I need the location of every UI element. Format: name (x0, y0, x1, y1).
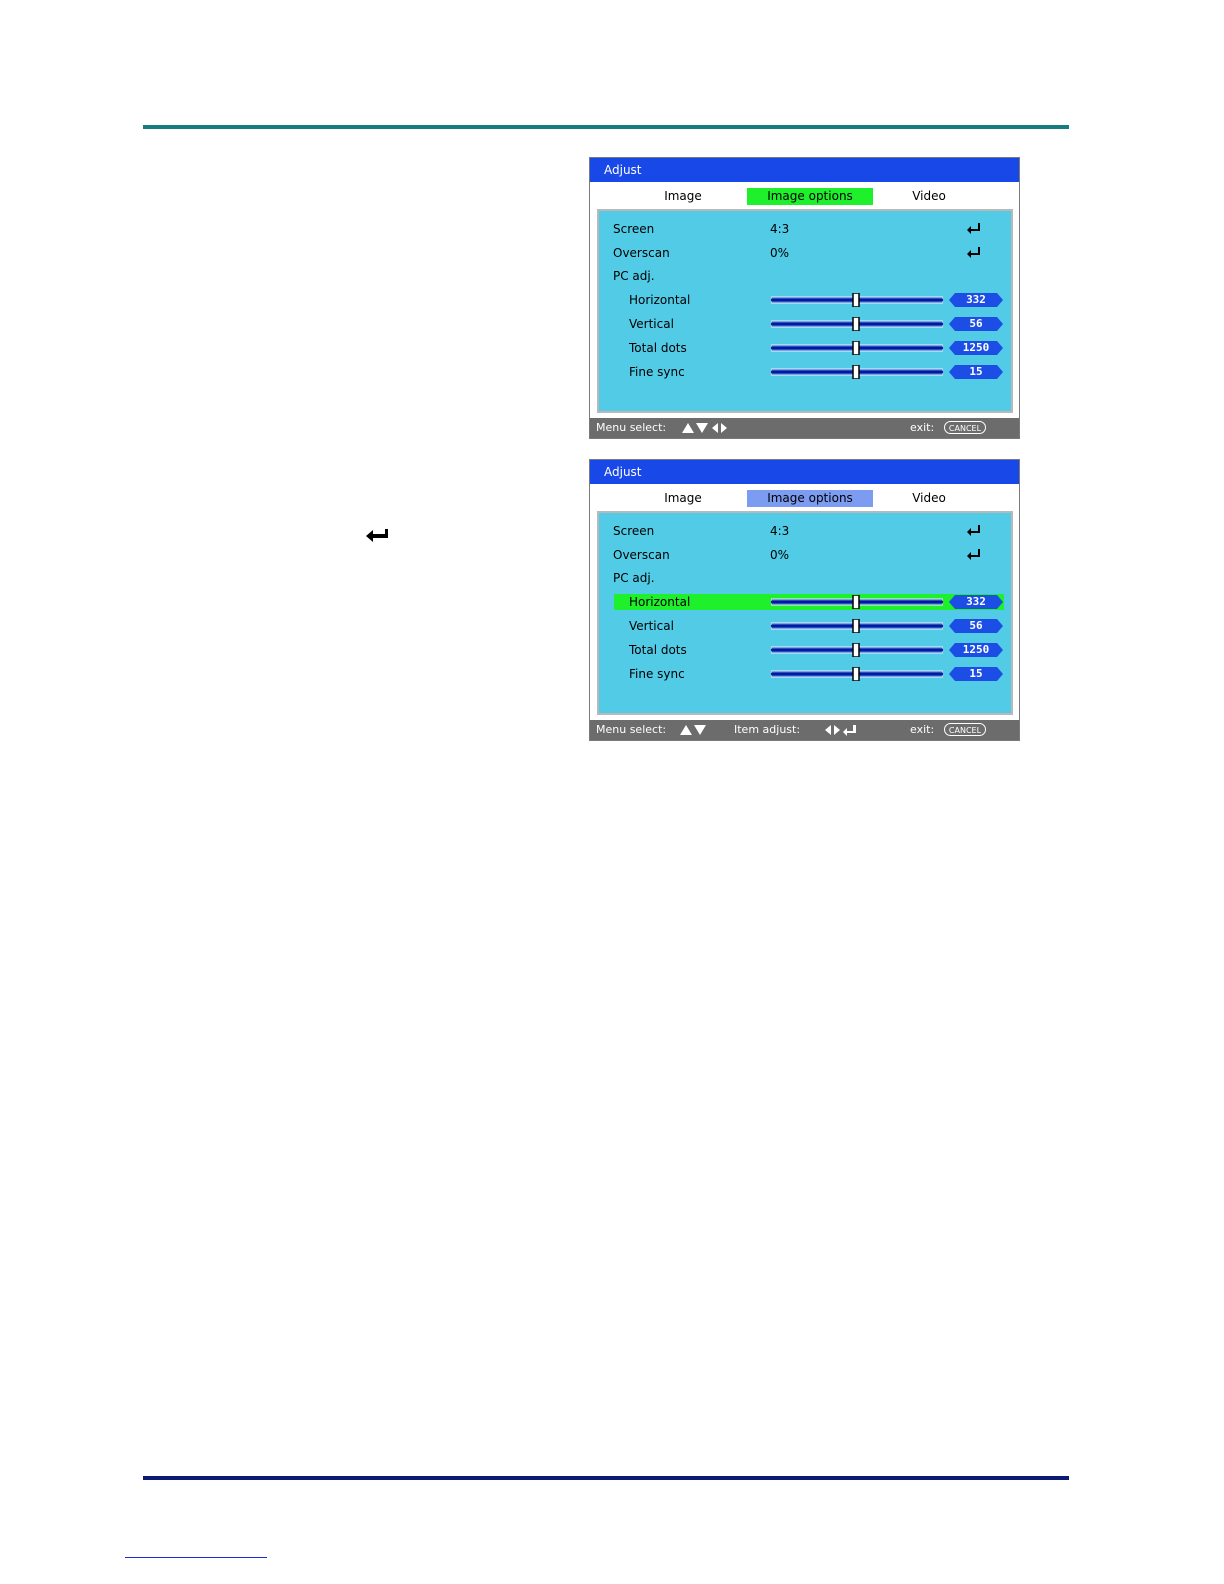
tab-video[interactable]: Video (912, 189, 946, 203)
horizontal-value: 332 (966, 293, 986, 306)
exit-label: exit: (910, 723, 935, 736)
enter-icon (966, 548, 982, 562)
row-overscan-value: 0% (770, 246, 790, 260)
osd-adjust-menu (589, 157, 1020, 439)
header-rule (143, 125, 1069, 129)
row-vertical-label[interactable]: Vertical (629, 619, 674, 633)
cancel-button[interactable]: CANCEL (944, 421, 986, 434)
exit-label: exit: (910, 421, 935, 434)
row-overscan-value: 0% (770, 548, 790, 562)
osd-footer (590, 418, 1019, 438)
tab-image-options[interactable]: Image options (747, 188, 873, 205)
enter-icon (966, 524, 982, 538)
left-right-enter-icon (824, 724, 858, 736)
osd-title: Adjust (590, 158, 1019, 182)
arrow-keys-icon (682, 422, 730, 434)
fine-sync-value: 15 (969, 667, 983, 680)
fine-sync-value: 15 (969, 365, 983, 378)
item-adjust-label: Item adjust: (734, 723, 801, 736)
row-vertical-label[interactable]: Vertical (629, 317, 674, 331)
row-screen-value: 4:3 (770, 222, 790, 236)
vertical-slider[interactable] (771, 619, 943, 633)
tab-image[interactable]: Image (664, 491, 702, 505)
osd-adjust-menu-selected (589, 459, 1020, 741)
enter-icon (365, 528, 390, 543)
row-fine-sync-label[interactable]: Fine sync (629, 667, 685, 681)
tab-image-options[interactable]: Image options (747, 490, 873, 507)
row-pc-adj-label: PC adj. (613, 269, 655, 283)
row-horizontal-label[interactable]: Horizontal (629, 293, 691, 307)
row-pc-adj-label: PC adj. (613, 571, 655, 585)
row-overscan-label[interactable]: Overscan (613, 246, 670, 260)
vertical-slider[interactable] (771, 317, 943, 331)
menu-select-label: Menu select: (596, 421, 667, 434)
row-total-dots-label[interactable]: Total dots (629, 643, 687, 657)
enter-icon (966, 222, 982, 236)
cancel-button[interactable]: CANCEL (944, 723, 986, 736)
vertical-value: 56 (969, 317, 983, 330)
fine-sync-slider[interactable] (771, 365, 943, 379)
row-overscan-label[interactable]: Overscan (613, 548, 670, 562)
row-screen-label[interactable]: Screen (613, 222, 655, 236)
row-screen-label[interactable]: Screen (613, 524, 655, 538)
footer-link-underline[interactable] (125, 1557, 267, 1558)
horizontal-value: 332 (966, 595, 986, 608)
horizontal-slider[interactable] (771, 293, 943, 307)
settings-panel (597, 209, 1013, 413)
osd-title: Adjust (590, 460, 1019, 484)
osd-footer (590, 720, 1019, 740)
row-total-dots-label[interactable]: Total dots (629, 341, 687, 355)
horizontal-slider[interactable] (771, 595, 943, 609)
row-fine-sync-label[interactable]: Fine sync (629, 365, 685, 379)
menu-select-label: Menu select: (596, 723, 667, 736)
row-horizontal-label[interactable]: Horizontal (629, 595, 691, 609)
up-down-arrow-icon (680, 724, 708, 736)
total-dots-slider[interactable] (771, 643, 943, 657)
total-dots-slider[interactable] (771, 341, 943, 355)
fine-sync-slider[interactable] (771, 667, 943, 681)
total-dots-value: 1250 (962, 341, 990, 354)
row-screen-value: 4:3 (770, 524, 790, 538)
tab-image[interactable]: Image (664, 189, 702, 203)
vertical-value: 56 (969, 619, 983, 632)
settings-panel (597, 511, 1013, 715)
total-dots-value: 1250 (962, 643, 990, 656)
enter-icon (966, 246, 982, 260)
footer-rule (143, 1476, 1069, 1480)
tab-video[interactable]: Video (912, 491, 946, 505)
